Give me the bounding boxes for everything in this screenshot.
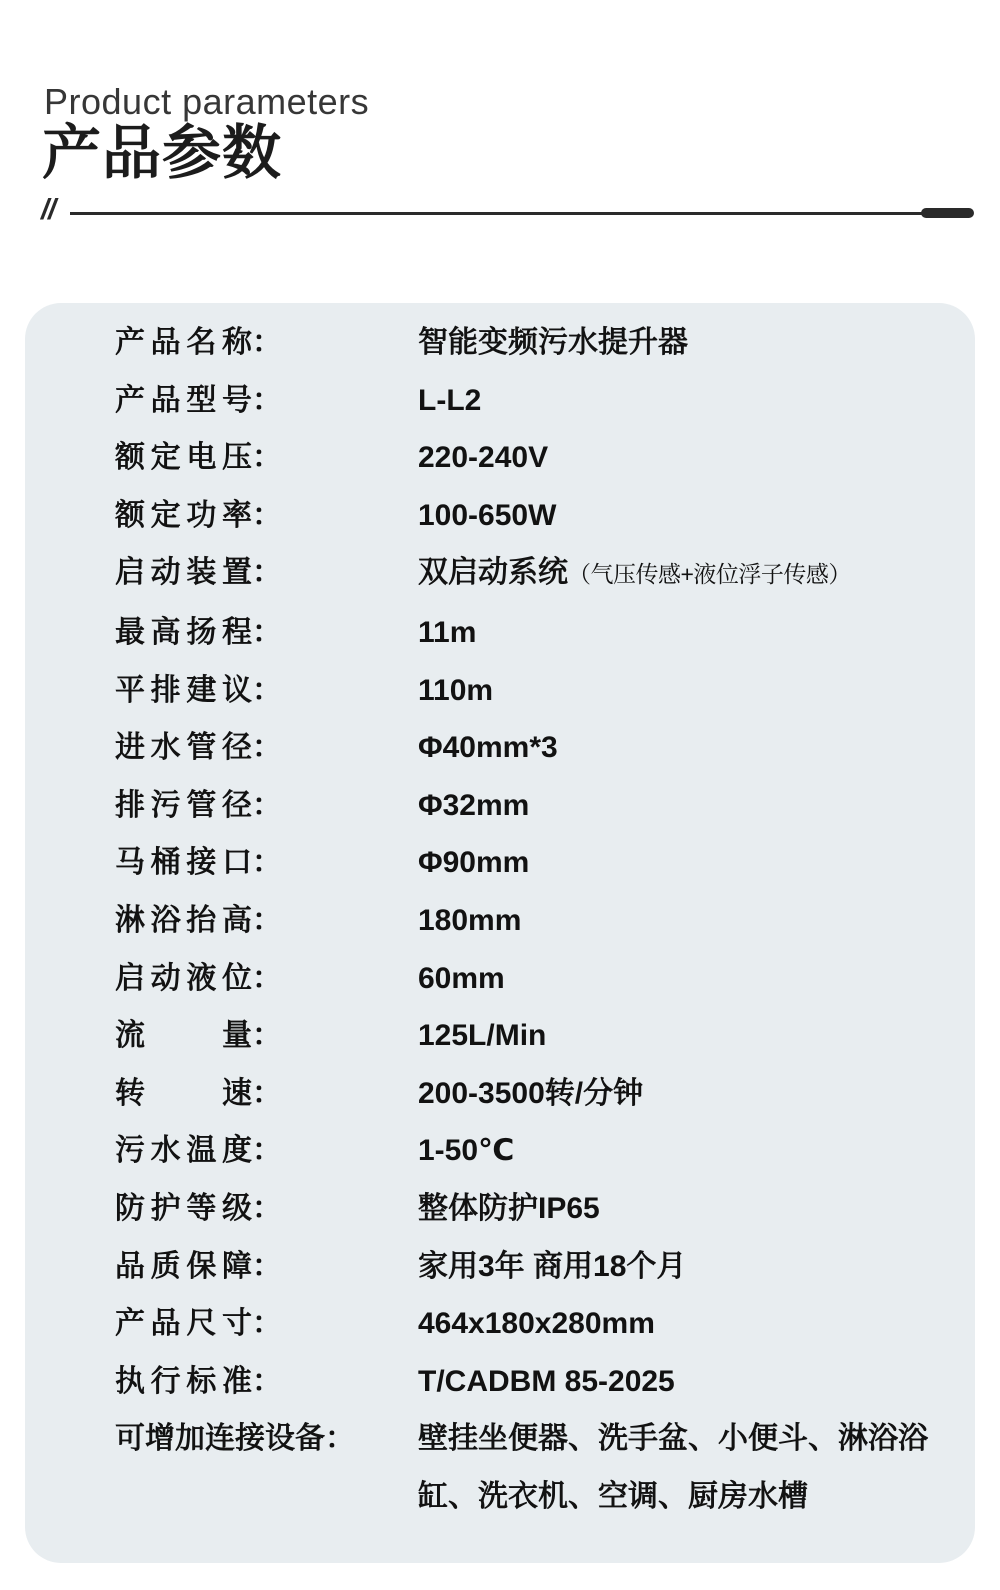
param-row xyxy=(115,1007,955,1065)
param-row xyxy=(115,777,955,835)
param-label-text: 平排建议 xyxy=(115,673,252,707)
param-label-text: 启动装置 xyxy=(115,556,252,590)
param-value-text: 100-650W xyxy=(418,498,557,532)
param-label xyxy=(115,314,418,372)
page-title-cn: 产品参数 xyxy=(42,120,283,186)
param-label-text: 进水管径 xyxy=(115,731,252,765)
param-value xyxy=(418,834,930,892)
param-value xyxy=(418,1353,930,1411)
param-row xyxy=(115,604,955,662)
param-value xyxy=(418,950,930,1008)
param-value-text: 110m xyxy=(418,673,494,707)
param-value-text: 整体防护IP65 xyxy=(418,1191,600,1225)
param-label-colon: ： xyxy=(252,1364,282,1398)
param-label xyxy=(115,604,418,662)
param-label xyxy=(115,544,418,602)
param-label-text: 防护等级 xyxy=(115,1191,252,1225)
param-label-text: 启动液位 xyxy=(115,961,252,995)
param-value-text: T/CADBM 85-2025 xyxy=(418,1364,675,1398)
param-label-text: 污水温度 xyxy=(115,1134,252,1168)
param-label-text: 额定电压 xyxy=(115,441,252,475)
param-label-text: 最高扬程 xyxy=(115,615,252,649)
param-value xyxy=(418,429,930,487)
param-row xyxy=(115,662,955,720)
param-value-text: 壁挂坐便器、洗手盆、小便斗、淋浴浴缸、洗衣机、空调、厨房水槽 xyxy=(418,1422,928,1513)
param-value-text: 11m xyxy=(418,615,477,649)
param-label xyxy=(115,1007,418,1065)
param-row xyxy=(115,1295,955,1353)
parameters-card xyxy=(25,303,975,1563)
param-label xyxy=(115,372,418,430)
param-value xyxy=(418,777,930,835)
param-value xyxy=(418,1410,930,1525)
param-label-text: 转速 xyxy=(115,1076,252,1110)
param-value-text: L-L2 xyxy=(418,383,482,417)
param-row xyxy=(115,950,955,1008)
param-label-colon: ： xyxy=(252,1019,282,1053)
divider-line xyxy=(70,212,972,215)
param-value xyxy=(418,1295,930,1353)
param-label-colon: ： xyxy=(252,556,282,590)
param-value-text: Φ40mm*3 xyxy=(418,731,558,765)
param-label-colon: ： xyxy=(252,731,282,765)
param-value-text: 125L/Min xyxy=(418,1019,547,1053)
param-label xyxy=(115,1238,418,1296)
param-label-text: 产品尺寸 xyxy=(115,1307,252,1341)
param-label-colon: ： xyxy=(252,1191,282,1225)
param-label-text: 马桶接口 xyxy=(115,846,252,880)
param-label-text: 执行标准 xyxy=(115,1364,252,1398)
param-row xyxy=(115,719,955,777)
param-label-text: 产品名称 xyxy=(115,326,252,359)
param-row xyxy=(115,892,955,950)
param-label xyxy=(115,892,418,950)
param-value-text: 家用3年 商用18个月 xyxy=(418,1249,687,1283)
param-value-text: 双启动系统 xyxy=(418,556,568,590)
param-value xyxy=(418,604,930,662)
param-row xyxy=(115,1410,955,1525)
param-label xyxy=(115,1122,418,1180)
param-value-text: 180mm xyxy=(418,903,522,937)
param-row xyxy=(115,314,955,372)
param-value-text: 220-240V xyxy=(418,441,549,475)
param-value xyxy=(418,1180,930,1238)
param-label xyxy=(115,1065,418,1123)
param-label xyxy=(115,1410,418,1468)
param-value-text: 1-50℃ xyxy=(418,1134,515,1168)
param-value xyxy=(418,719,930,777)
param-label-colon: ： xyxy=(252,903,282,937)
param-value-text: 智能变频污水提升器 xyxy=(418,326,688,359)
param-label-colon: ： xyxy=(252,788,282,822)
param-label-colon: ： xyxy=(325,1422,355,1456)
param-value xyxy=(418,662,930,720)
param-label-text: 品质保障 xyxy=(115,1249,252,1283)
param-label-colon: ： xyxy=(252,846,282,880)
param-value xyxy=(418,1122,930,1180)
param-value xyxy=(418,487,930,545)
param-label xyxy=(115,662,418,720)
param-value-text: Φ90mm xyxy=(418,846,530,880)
param-value xyxy=(418,1007,930,1065)
param-label-text: 产品型号 xyxy=(115,383,252,417)
param-label-colon: ： xyxy=(252,1076,282,1110)
page-title-en: Product parameters xyxy=(44,81,370,122)
param-label-colon: ： xyxy=(252,326,282,359)
param-row xyxy=(115,429,955,487)
param-value xyxy=(418,892,930,950)
divider-endcap xyxy=(921,208,974,218)
param-label xyxy=(115,834,418,892)
param-label xyxy=(115,1353,418,1411)
param-label-colon: ： xyxy=(252,1307,282,1341)
param-label-colon: ： xyxy=(252,1134,282,1168)
param-value xyxy=(418,544,930,604)
param-value-text: 464x180x280mm xyxy=(418,1307,655,1341)
param-label-colon: ： xyxy=(252,441,282,475)
param-label-colon: ： xyxy=(252,673,282,707)
param-label-colon: ： xyxy=(252,961,282,995)
param-value xyxy=(418,372,930,430)
param-row xyxy=(115,1238,955,1296)
param-row xyxy=(115,372,955,430)
param-row xyxy=(115,1065,955,1123)
param-row xyxy=(115,1353,955,1411)
param-label xyxy=(115,950,418,1008)
param-label-colon: ： xyxy=(252,615,282,649)
param-value xyxy=(418,1238,930,1296)
param-label-text: 额定功率 xyxy=(115,498,252,532)
param-label-text: 排污管径 xyxy=(115,788,252,822)
param-row xyxy=(115,834,955,892)
param-label-colon: ： xyxy=(252,498,282,532)
param-label xyxy=(115,777,418,835)
param-label xyxy=(115,429,418,487)
param-value xyxy=(418,314,930,372)
divider-slashes-mark: // xyxy=(41,194,56,226)
param-value xyxy=(418,1065,930,1123)
param-label-colon: ： xyxy=(252,383,282,417)
param-label-text: 可增加连接设备 xyxy=(115,1422,325,1456)
param-label-text: 淋浴抬高 xyxy=(115,903,252,937)
param-label xyxy=(115,719,418,777)
param-row xyxy=(115,487,955,545)
param-row xyxy=(115,1122,955,1180)
param-label xyxy=(115,1180,418,1238)
param-value-text: Φ32mm xyxy=(418,788,530,822)
param-value-text: 200-3500转/分钟 xyxy=(418,1076,644,1110)
param-row xyxy=(115,1180,955,1238)
param-label-colon: ： xyxy=(252,1249,282,1283)
param-label xyxy=(115,1295,418,1353)
param-value-note: （气压传感+液位浮子传感） xyxy=(568,561,851,588)
param-label-text: 流量 xyxy=(115,1019,252,1053)
param-label xyxy=(115,487,418,545)
param-value-text: 60mm xyxy=(418,961,505,995)
param-row xyxy=(115,544,955,604)
